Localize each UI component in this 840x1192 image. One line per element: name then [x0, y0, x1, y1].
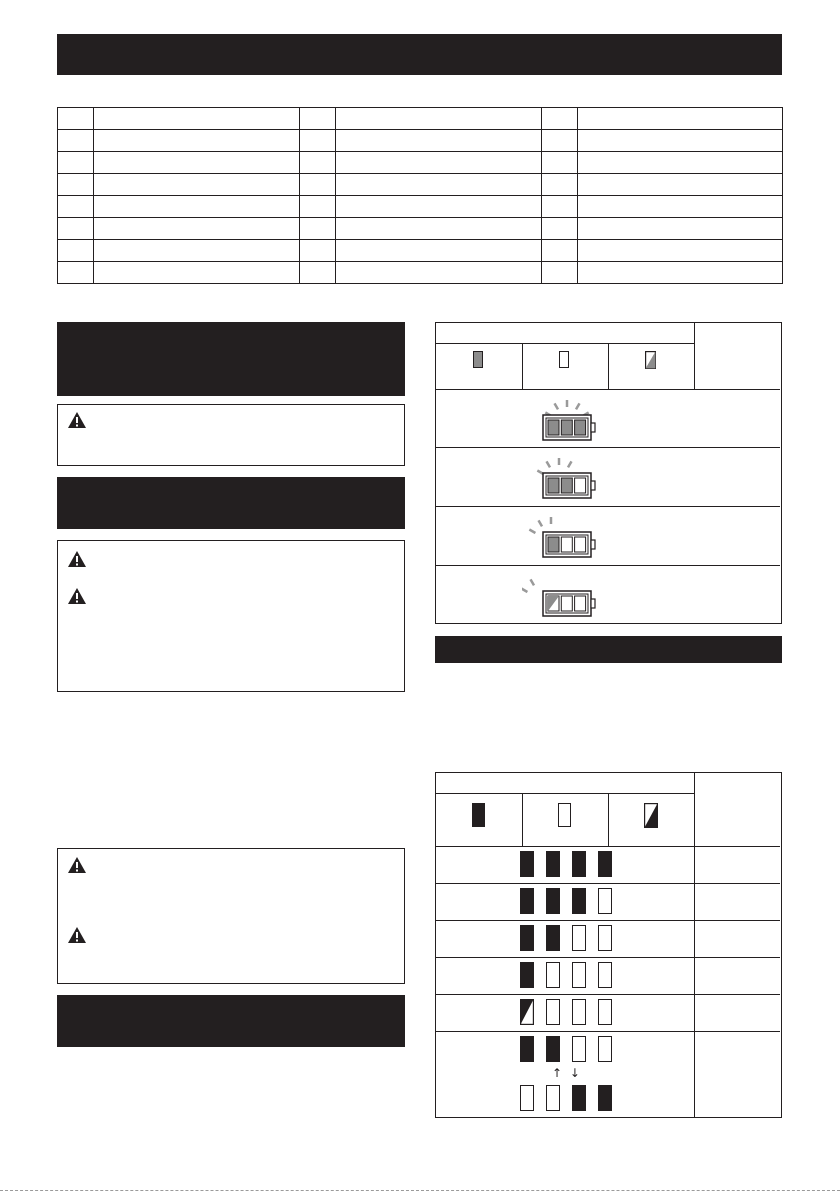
parts-table-row	[58, 196, 783, 218]
lamp-off-icon	[520, 1085, 534, 1111]
lamp-off-icon	[572, 1036, 586, 1062]
battery-terminal	[591, 423, 595, 432]
warning-triangle-icon	[68, 857, 86, 873]
battery-segment	[575, 596, 586, 611]
parts-table-row	[58, 108, 783, 130]
lamp-lit-icon	[520, 962, 534, 988]
parts-table-row	[58, 240, 783, 262]
blink-ray	[522, 589, 527, 593]
lamp-off-icon	[598, 999, 612, 1025]
lamp-lit-icon	[520, 888, 534, 914]
blink-ray	[576, 403, 580, 409]
blink-ray	[547, 461, 551, 467]
lamp-off-icon	[546, 962, 560, 988]
battery-segment	[548, 537, 559, 552]
battery-segment	[575, 537, 586, 552]
battery-segment	[561, 596, 572, 611]
part-number-cell	[542, 152, 578, 174]
part-name-cell	[336, 218, 542, 240]
part-name-cell	[336, 152, 542, 174]
header-bar	[57, 34, 782, 75]
lamp-lit-icon	[572, 888, 586, 914]
section-heading-2	[57, 477, 405, 529]
part-number-cell	[300, 196, 336, 218]
lamp-off-icon	[598, 925, 612, 951]
part-number-cell	[300, 130, 336, 152]
part-number-cell	[58, 174, 94, 196]
part-number-cell	[542, 174, 578, 196]
battery-indicator-icon	[522, 395, 612, 445]
warning-triangle-icon	[68, 412, 86, 428]
legend-lit-gray-icon	[473, 351, 483, 368]
part-number-cell	[542, 218, 578, 240]
part-name-cell	[94, 152, 300, 174]
lamp-off-icon	[546, 1085, 560, 1111]
battery-segment	[561, 420, 572, 435]
part-name-cell	[94, 262, 300, 284]
warning-triangle-icon	[68, 588, 86, 604]
charge-table-1	[435, 322, 782, 624]
part-number-cell	[542, 240, 578, 262]
alternate-arrows: ↑ ↓	[552, 1066, 582, 1080]
part-number-cell	[58, 108, 94, 130]
battery-terminal	[591, 599, 595, 608]
part-number-cell	[300, 262, 336, 284]
lamp-off-icon	[598, 1036, 612, 1062]
part-number-cell	[300, 152, 336, 174]
part-name-cell	[94, 108, 300, 130]
battery-terminal	[591, 540, 595, 549]
page-cut-line	[0, 1190, 840, 1191]
part-name-cell	[578, 152, 783, 174]
lamp-lit-icon	[572, 1085, 586, 1111]
part-number-cell	[58, 218, 94, 240]
part-name-cell	[94, 130, 300, 152]
battery-segment	[548, 420, 559, 435]
part-name-cell	[578, 174, 783, 196]
part-number-cell	[300, 108, 336, 130]
lamp-lit-icon	[546, 851, 560, 877]
lamp-lit-icon	[598, 851, 612, 877]
part-name-cell	[578, 108, 783, 130]
section-heading-1	[57, 322, 405, 396]
warning-box-3	[57, 848, 405, 984]
lamp-off-icon	[546, 999, 560, 1025]
part-name-cell	[336, 130, 542, 152]
part-name-cell	[578, 130, 783, 152]
battery-segment	[561, 537, 572, 552]
lamp-blinking-icon	[520, 999, 534, 1025]
part-name-cell	[94, 174, 300, 196]
part-number-cell	[58, 196, 94, 218]
warning-triangle-icon	[68, 551, 86, 567]
warning-triangle-icon	[68, 927, 86, 943]
lamp-lit-icon	[598, 1085, 612, 1111]
part-number-cell	[58, 262, 94, 284]
warning-box-2	[57, 540, 405, 692]
parts-table-row	[58, 130, 783, 152]
part-name-cell	[94, 196, 300, 218]
part-number-cell	[542, 130, 578, 152]
parts-table-row	[58, 152, 783, 174]
legend-blinking-icon	[645, 351, 656, 369]
part-number-cell	[58, 240, 94, 262]
blink-ray	[555, 403, 559, 409]
blink-ray	[539, 520, 543, 526]
battery-segment	[575, 478, 586, 493]
blink-ray	[531, 579, 535, 585]
legend-off-icon	[558, 803, 571, 827]
section-heading-right	[435, 636, 782, 663]
part-name-cell	[336, 174, 542, 196]
part-number-cell	[58, 152, 94, 174]
lamp-lit-icon	[520, 925, 534, 951]
parts-table-row	[58, 218, 783, 240]
lamp-lit-icon	[572, 851, 586, 877]
battery-segment	[561, 478, 572, 493]
battery-indicator-icon	[522, 453, 612, 503]
part-name-cell	[336, 196, 542, 218]
legend-off-icon	[559, 351, 569, 368]
part-name-cell	[336, 240, 542, 262]
part-number-cell	[542, 108, 578, 130]
part-name-cell	[578, 218, 783, 240]
battery-indicator-icon	[522, 512, 612, 562]
part-name-cell	[578, 240, 783, 262]
parts-table-row	[58, 262, 783, 284]
part-number-cell	[300, 240, 336, 262]
part-number-cell	[58, 130, 94, 152]
lamp-lit-icon	[520, 1036, 534, 1062]
section-heading-3	[57, 995, 405, 1047]
battery-terminal	[591, 481, 595, 490]
blink-ray	[529, 530, 535, 534]
lamp-lit-icon	[546, 1036, 560, 1062]
lamp-off-icon	[572, 925, 586, 951]
part-number-cell	[542, 262, 578, 284]
part-name-cell	[336, 108, 542, 130]
part-name-cell	[94, 218, 300, 240]
battery-segment	[548, 478, 559, 493]
legend-lit-icon	[472, 803, 485, 827]
lamp-lit-icon	[546, 888, 560, 914]
battery-segment	[575, 420, 586, 435]
lamp-off-icon	[572, 999, 586, 1025]
part-name-cell	[578, 262, 783, 284]
legend-blinking-icon	[644, 803, 658, 828]
parts-table	[57, 107, 783, 284]
parts-table-row	[58, 174, 783, 196]
warning-box-1	[57, 404, 405, 466]
lamp-lit-icon	[546, 925, 560, 951]
part-name-cell	[336, 262, 542, 284]
part-number-cell	[300, 174, 336, 196]
part-name-cell	[94, 240, 300, 262]
lamp-off-icon	[572, 962, 586, 988]
charge-table-2	[435, 772, 782, 1118]
lamp-lit-icon	[520, 851, 534, 877]
battery-indicator-icon	[522, 571, 612, 621]
part-number-cell	[300, 218, 336, 240]
part-name-cell	[578, 196, 783, 218]
blink-ray	[568, 461, 572, 467]
lamp-off-icon	[598, 888, 612, 914]
lamp-off-icon	[598, 962, 612, 988]
part-number-cell	[542, 196, 578, 218]
